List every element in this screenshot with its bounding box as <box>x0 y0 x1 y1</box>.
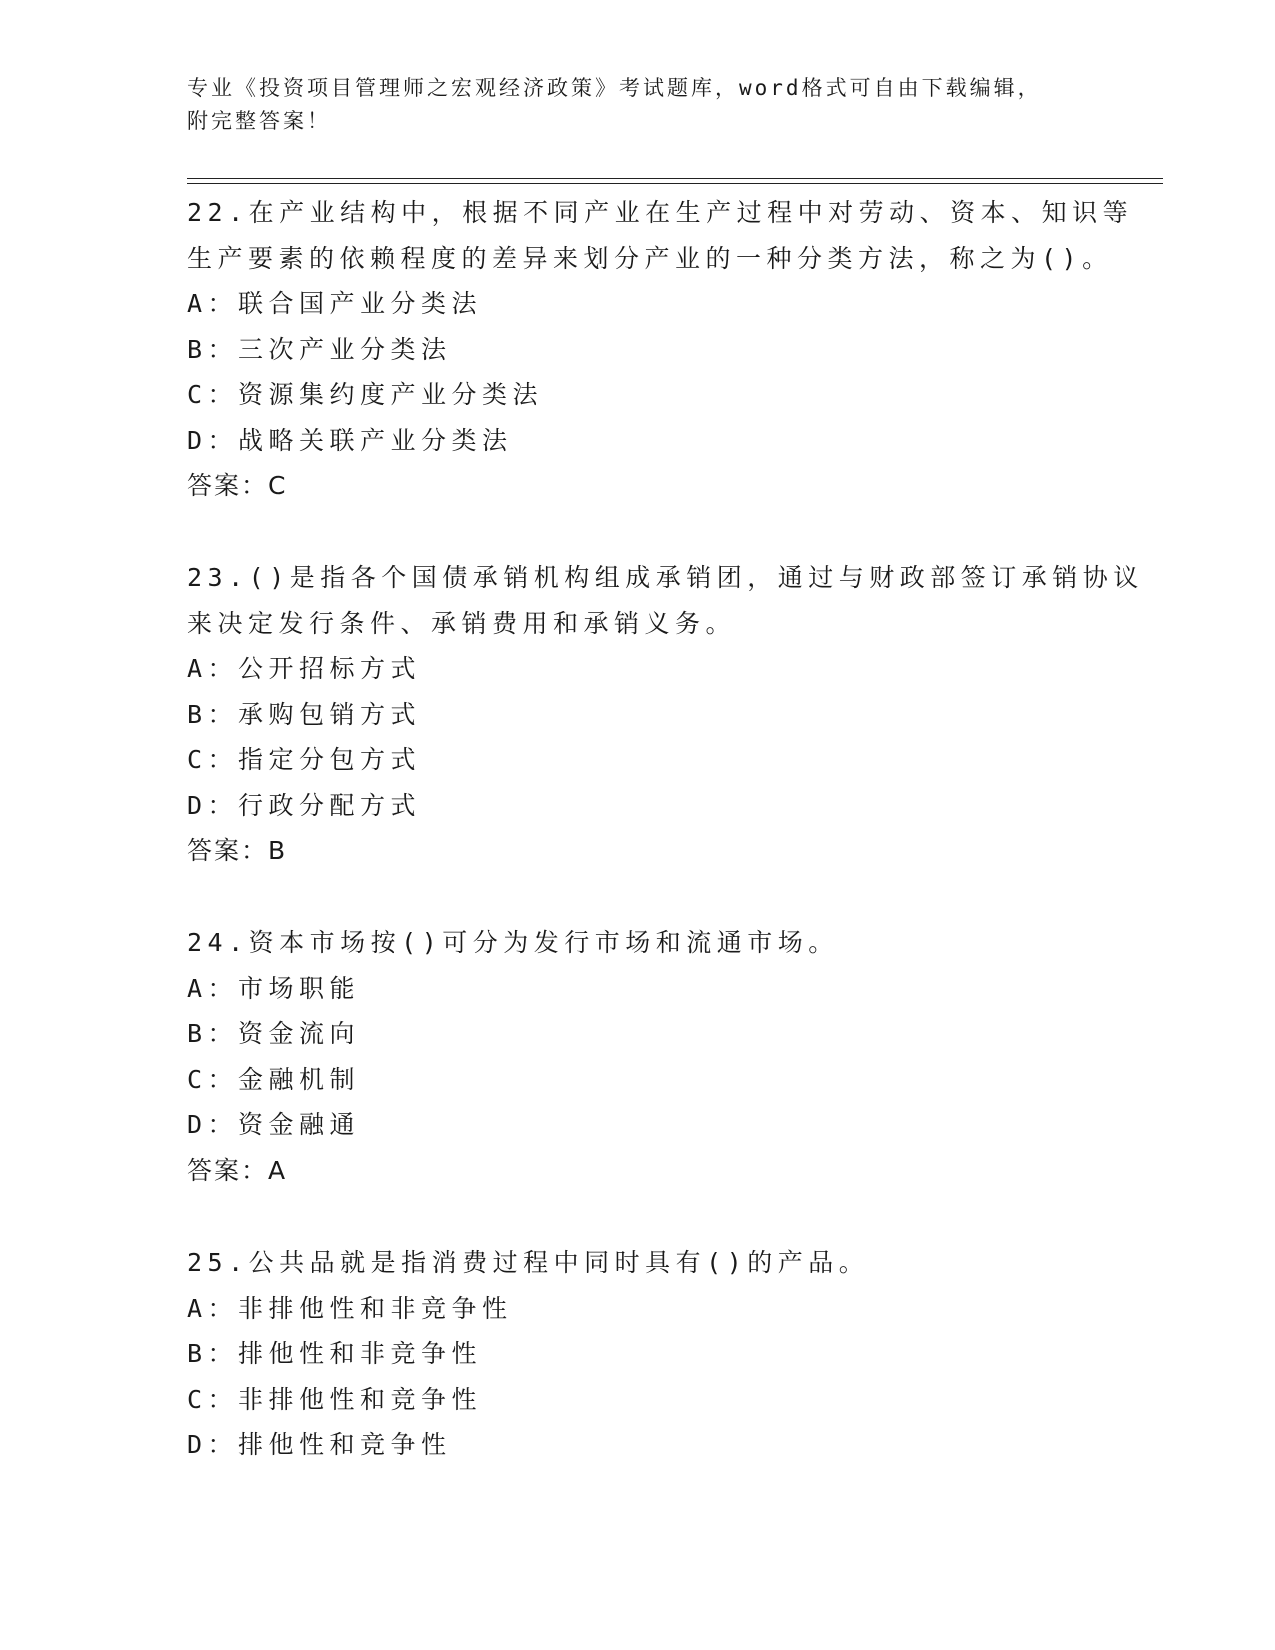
option-d: D：排他性和竞争性 <box>187 1430 452 1459</box>
option-d: D：战略关联产业分类法 <box>187 425 513 455</box>
header-line-1: 专业《投资项目管理师之宏观经济政策》考试题库，word格式可自由下载编辑， <box>187 76 1042 100</box>
answer: 答案：C <box>187 471 288 500</box>
question-stem: 25.公共品就是指消费过程中同时具有()的产品。 <box>187 1248 870 1277</box>
question-stem: 来决定发行条件、承销费用和承销义务。 <box>187 608 737 638</box>
answer: 答案：B <box>187 836 288 865</box>
question-23 <box>187 555 1144 874</box>
option-a: A：公开招标方式 <box>187 654 422 683</box>
option-c: C：指定分包方式 <box>187 745 422 774</box>
header-divider-bottom <box>187 183 1163 184</box>
option-a: A：联合国产业分类法 <box>187 289 483 318</box>
question-25 <box>187 1240 1087 1468</box>
question-stem: 24.资本市场按()可分为发行市场和流通市场。 <box>187 928 839 957</box>
option-b: B：承购包销方式 <box>187 699 422 729</box>
question-stem: 生产要素的依赖程度的差异来划分产业的一种分类方法，称之为()。 <box>187 243 1113 273</box>
header-divider-top <box>187 178 1163 179</box>
answer: 答案：A <box>187 1155 288 1185</box>
question-22 <box>187 190 1134 509</box>
option-b: B：排他性和非竞争性 <box>187 1339 483 1368</box>
document-header <box>187 72 1087 138</box>
option-a: A：市场职能 <box>187 973 361 1003</box>
option-a: A：非排他性和非竞争性 <box>187 1293 513 1323</box>
option-d: D：资金融通 <box>187 1110 361 1139</box>
question-stem: 22.在产业结构中，根据不同产业在生产过程中对劳动、资本、知识等 <box>187 198 1134 227</box>
option-c: C：资源集约度产业分类法 <box>187 380 544 409</box>
option-b: B：资金流向 <box>187 1019 361 1048</box>
question-stem: 23.()是指各个国债承销机构组成承销团，通过与财政部签订承销协议 <box>187 563 1144 592</box>
option-c: C：非排他性和竞争性 <box>187 1384 483 1414</box>
option-b: B：三次产业分类法 <box>187 334 452 364</box>
option-d: D：行政分配方式 <box>187 790 422 820</box>
question-24 <box>187 920 1087 1193</box>
header-line-2: 附完整答案！ <box>187 109 331 133</box>
option-c: C：金融机制 <box>187 1064 361 1094</box>
